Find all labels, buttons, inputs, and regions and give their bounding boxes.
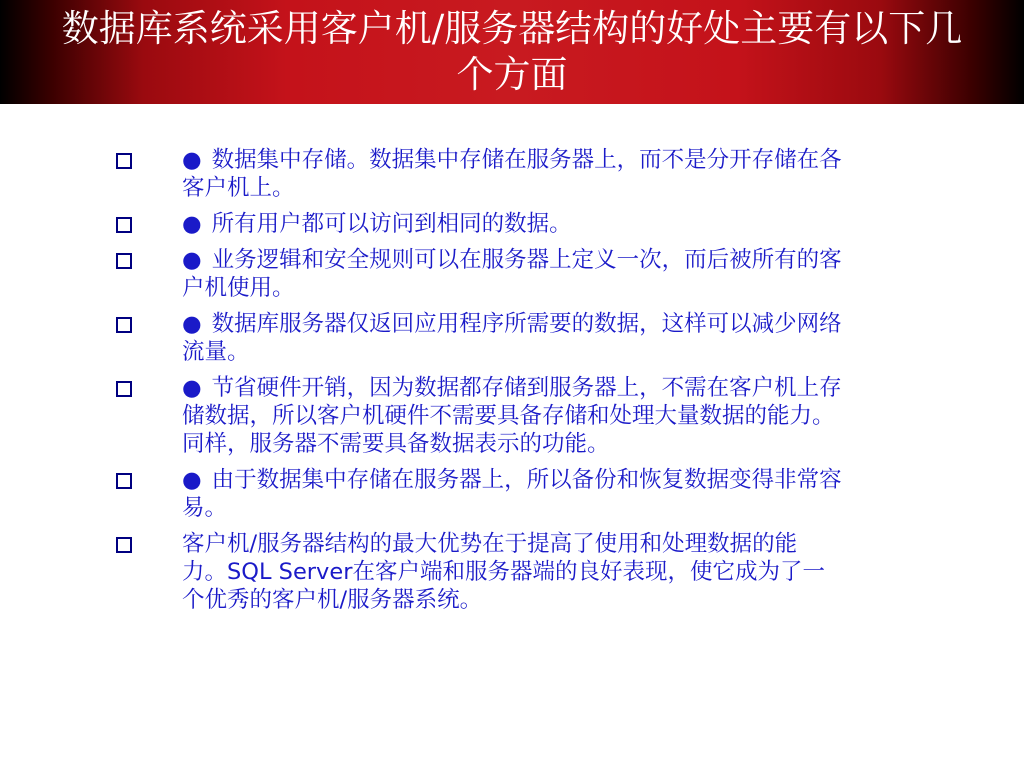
filled-circle-icon: ● [182,375,202,401]
list-item [112,246,842,302]
list-item [112,210,842,238]
hollow-square-icon [116,473,132,489]
hollow-square-icon [116,153,132,169]
list-item-text: 客户机/服务器结构的最大优势在于提高了使用和处理数据的能力。SQL Server在客户端和服务器端的良好表现，使它成为了一个优秀的客户机/服务器系统。 [182,531,825,613]
list-item-text: 节省硬件开销，因为数据都存储到服务器上，不需在客户机上存储数据，所以客户机硬件不需要具备存储和处理大量数据的能力。同样，服务器不需要具备数据表示的功能。 [182,375,842,457]
list-item-text: 由于数据集中存储在服务器上，所以备份和恢复数据变得非常容易。 [182,467,842,521]
filled-circle-icon: ● [182,311,202,337]
filled-circle-icon: ● [182,147,202,173]
hollow-square-icon [116,381,132,397]
hollow-square-icon [116,537,132,553]
slide-title: 数据库系统采用客户机/服务器结构的好处主要有以下几个方面 [61,7,963,96]
list-item-text: 数据库服务器仅返回应用程序所需要的数据，这样可以减少网络流量。 [182,311,842,365]
list-item-text: 数据集中存储。数据集中存储在服务器上，而不是分开存储在各客户机上。 [182,147,842,201]
title-bar [0,0,1024,104]
hollow-square-icon [116,317,132,333]
list-item-text: 所有用户都可以访问到相同的数据。 [211,211,572,237]
filled-circle-icon: ● [182,247,202,273]
list-item [112,310,842,366]
list-item [112,530,842,614]
hollow-square-icon [116,253,132,269]
filled-circle-icon: ● [182,467,202,493]
bullet-list [112,146,912,622]
list-item [112,374,842,458]
list-item [112,146,842,202]
list-item-text: 业务逻辑和安全规则可以在服务器上定义一次，而后被所有的客户机使用。 [182,247,842,301]
filled-circle-icon: ● [182,211,202,237]
list-item [112,466,842,522]
hollow-square-icon [116,217,132,233]
